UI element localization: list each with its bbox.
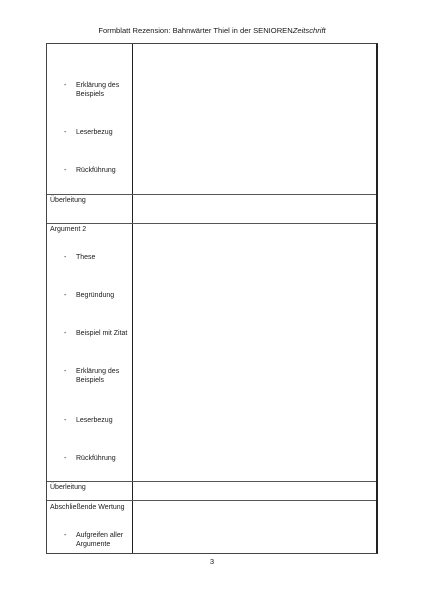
item-rueckfuehrung-2: Rückführung bbox=[76, 455, 116, 462]
label-ueberleitung-2: Überleitung bbox=[50, 484, 86, 491]
item-rueckfuehrung-1: Rückführung bbox=[76, 167, 116, 174]
bullet-rueckfuehrung-1: - bbox=[64, 167, 67, 174]
label-ueberleitung-1: Überleitung bbox=[50, 197, 86, 204]
item-erklaerung-1-line1: Erklärung des bbox=[76, 82, 120, 89]
row-divider bbox=[47, 500, 376, 501]
bullet-beispiel-zitat: - bbox=[64, 330, 67, 337]
bullet-erklaerung-1: - bbox=[64, 82, 67, 89]
row-divider bbox=[47, 481, 376, 482]
review-form-table bbox=[46, 43, 378, 554]
item-aufgreifen-line2: Argumente bbox=[76, 541, 111, 548]
item-leserbezug-1: Leserbezug bbox=[76, 129, 113, 136]
label-abschliessende-wertung: Abschließende Wertung bbox=[50, 504, 125, 511]
bullet-rueckfuehrung-2: - bbox=[64, 455, 67, 462]
page-header bbox=[0, 26, 424, 35]
row-divider bbox=[47, 194, 376, 195]
bullet-aufgreifen: - bbox=[64, 532, 67, 539]
bullet-leserbezug-2: - bbox=[64, 417, 67, 424]
item-erklaerung-2-line2: Beispiels bbox=[76, 377, 105, 384]
column-divider bbox=[132, 44, 133, 553]
row-divider bbox=[47, 223, 376, 224]
item-erklaerung-2-line1: Erklärung des bbox=[76, 368, 120, 375]
bullet-leserbezug-1: - bbox=[64, 129, 67, 136]
item-begruendung: Begründung bbox=[76, 292, 115, 299]
bullet-begruendung: - bbox=[64, 292, 67, 299]
label-argument-2: Argument 2 bbox=[50, 226, 87, 233]
item-leserbezug-2: Leserbezug bbox=[76, 417, 113, 424]
bullet-these: - bbox=[64, 254, 67, 261]
header-title-italic: Zeitschrift bbox=[292, 26, 326, 35]
item-these: These bbox=[76, 254, 96, 261]
item-beispiel-zitat: Beispiel mit Zitat bbox=[76, 330, 128, 337]
item-erklaerung-1-line2: Beispiels bbox=[76, 91, 105, 98]
item-aufgreifen-line1: Aufgreifen aller bbox=[76, 532, 124, 539]
header-title: Formblatt Rezension: Bahnwärter Thiel in der SENIOREN bbox=[98, 26, 293, 35]
bullet-erklaerung-2: - bbox=[64, 368, 67, 375]
page-number: 3 bbox=[209, 557, 215, 566]
